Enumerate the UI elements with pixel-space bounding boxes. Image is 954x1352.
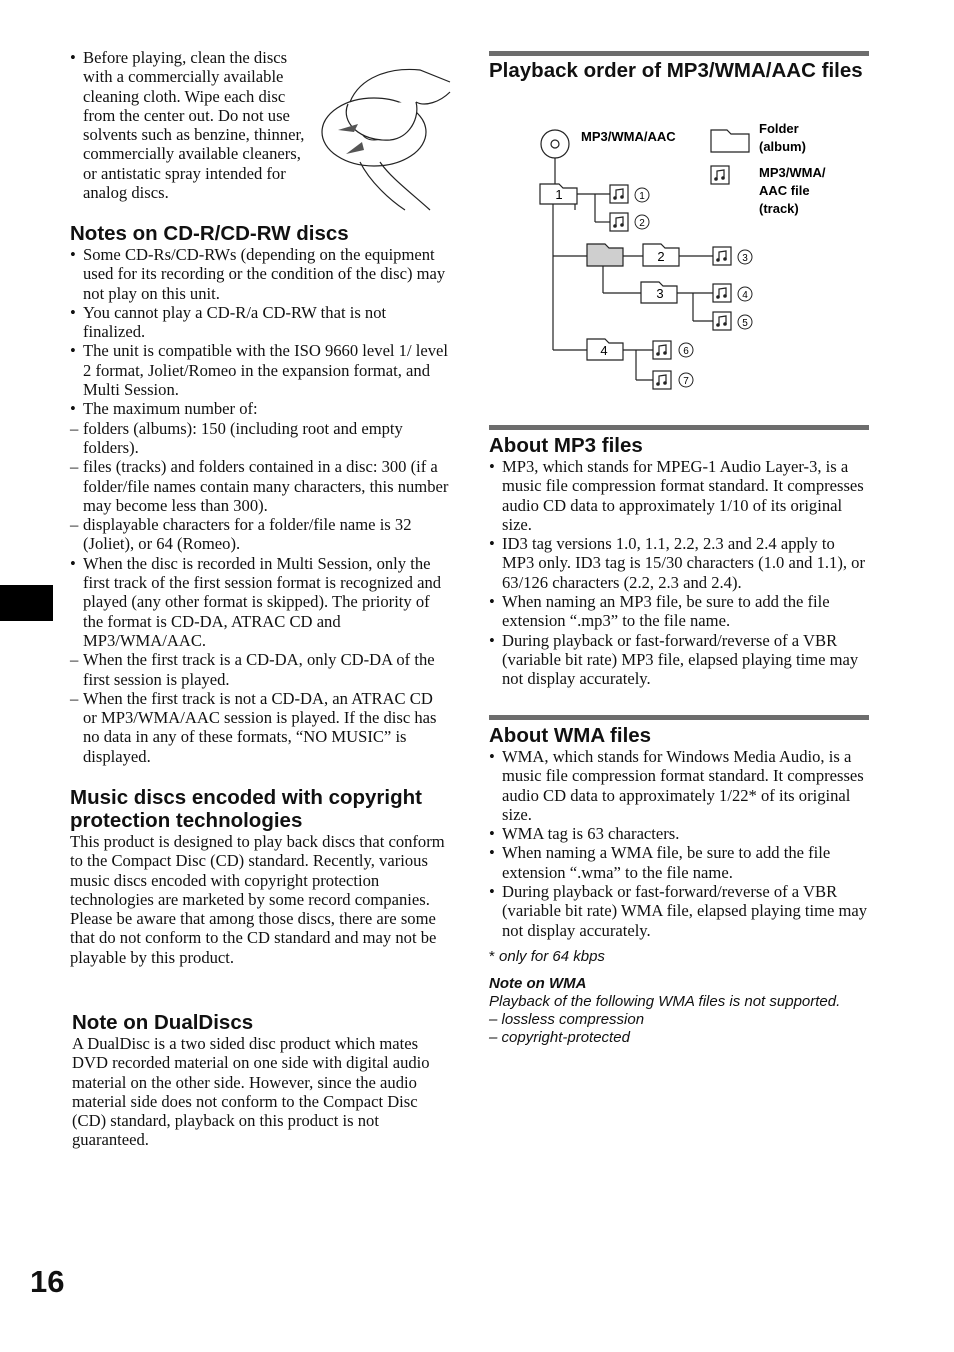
cleaning-list [70,48,315,202]
root-disc-icon [541,130,569,158]
dualdisc-section [72,1011,448,1150]
cdr-sub-5: – When the first track is not a CD-DA, an ATRAC CD or MP3/WMA/AAC session is played. If the disc has no data in any of these formats, “NO MUSIC” is displayed. [70,689,450,766]
track-4-number: 4 [742,290,748,301]
cdr-bullet-1: • Some CD-Rs/CD-RWs (depending on the equipment used for its recording or the condition of the disc) may not play on this unit. [70,245,450,303]
wma-bullet-2: • WMA tag is 63 characters. [489,824,869,843]
track-3-icon [713,247,731,265]
track-6-icon [653,341,671,359]
cdr-bullet-5-text: When the disc is recorded in Multi Session, only the first track of the first session format is recognized and played (any other format is skipped). The priority of the format is CD-DA, ATRAC CD and MP3/WMA/AAC. [83,553,442,650]
cdr-sub-3: – displayable characters for a folder/file name is 32 (Joliet), or 64 (Romeo). [70,515,450,554]
cdr-bullet-5-sublist [70,650,450,766]
cleaning-bullet: • Before playing, clean the discs with a commercially available cleaning cloth. Wipe each disc from the center out. Do not use solvents such as benzine, thinner, commercially available cleaners, or antistatic spray intended for analog discs. [70,48,315,202]
mp3-bullet-1: • MP3, which stands for MPEG-1 Audio Layer-3, is a music file compression format standard. It compresses audio CD data to approximately 1/10 of its original size. [489,457,869,534]
page-number: 16 [30,1264,65,1299]
track-1-icon [610,185,628,203]
folder-4-label: 4 [600,343,608,358]
track-7-icon [653,371,671,389]
legend-file-line3: (track) [759,201,799,216]
cleaning-section [70,48,315,202]
mp3-list [489,457,869,689]
wma-bullet-4: • During playback or fast-forward/reverse of a VBR (variable bit rate) WMA file, elapsed playing time may not display accurately. [489,882,869,940]
copyright-body: This product is designed to play back discs that conform to the Compact Disc (CD) standard. Recently, various music discs encoded with copyright protection technologies are marketed by some record companies. Please be aware that among those discs, there are some that do not conform to the CD standard and may not be playable by this product. [70,832,445,967]
note-on-wma-item-1: – lossless compression [489,1010,645,1028]
cdr-bullet-4-text: The maximum number of: [83,399,258,419]
cdr-sub-4: – When the first track is a CD-DA, only CD-DA of the first session is played. [70,650,450,689]
mp3-bullet-2: • ID3 tag versions 1.0, 1.1, 2.2, 2.3 and 2.4 apply to MP3 only. ID3 tag is 15/30 characters (1.0 and 1.1), or 63/126 characters (2.2, 2.3 and 2.4). [489,534,869,592]
wma-heading: About WMA files [489,724,652,747]
wma-bullet-3: • When naming a WMA file, be sure to add the file extension “.wma” to the file name. [489,843,869,882]
playback-section [489,51,869,82]
cdr-bullet-5 [70,554,450,766]
track-7-number: 7 [683,376,689,387]
mp3-bullet-3: • When naming an MP3 file, be sure to add the file extension “.mp3” to the file name. [489,592,869,631]
cdr-section [70,222,450,766]
legend-folder-line2: (album) [759,139,806,154]
track-5-icon [713,312,731,330]
disc-cleaning-illustration [320,62,452,212]
wma-bullet-1: • WMA, which stands for Windows Media Audio, is a music file compression format standard. It compresses audio CD data to approximately 1/22* of its original size. [489,747,869,824]
note-on-wma-title: Note on WMA [489,974,587,992]
playback-order-diagram [535,118,855,398]
legend-folder-icon [711,130,749,152]
legend-folder-line1: Folder [759,121,799,136]
note-on-wma [489,975,869,1047]
mp3-section [489,425,869,689]
wma-section [489,715,869,1047]
cdr-bullet-3: • The unit is compatible with the ISO 9660 level 1/ level 2 format, Joliet/Romeo in the expansion format, and Multi Session. [70,341,450,399]
track-1-number: 1 [639,191,645,202]
footnote-mark: * [489,947,495,965]
wma-footnote [489,948,869,966]
wma-rule [489,715,869,720]
cdr-heading: Notes on CD-R/CD-RW discs [70,222,349,245]
note-on-wma-body: Playback of the following WMA files is not supported. [489,992,841,1010]
copyright-section [70,786,450,967]
track-4-icon [713,284,731,302]
track-6-number: 6 [683,346,689,357]
legend-track-icon [711,166,729,184]
track-5-number: 5 [742,318,748,329]
section-tab-marker [0,585,53,621]
copyright-heading: Music discs encoded with copyright protection technologies [70,786,422,832]
legend-file-line1: MP3/WMA/ [759,165,826,180]
track-2-icon [610,213,628,231]
cdr-sub-1: – folders (albums): 150 (including root and empty folders). [70,419,450,458]
playback-heading: Playback order of MP3/WMA/AAC files [489,59,863,82]
diagram-root-label: MP3/WMA/AAC [581,129,676,144]
legend-file-line2: AAC file [759,183,810,198]
cdr-list [70,245,450,766]
track-3-number: 3 [742,253,748,264]
footnote-text: only for 64 kbps [499,947,605,965]
playback-rule [489,51,869,56]
track-2-number: 2 [639,218,645,229]
folder-3-label: 3 [656,286,664,301]
mp3-bullet-4: • During playback or fast-forward/reverse of a VBR (variable bit rate) MP3 file, elapsed playing time may not display accurately. [489,631,869,689]
folder-2-label: 2 [657,249,665,264]
cdr-bullet-4-sublist [70,419,450,554]
unnumbered-folder-icon [587,244,623,266]
cdr-bullet-2: • You cannot play a CD-R/a CD-RW that is not finalized. [70,303,450,342]
folder-1-label: 1 [555,187,563,202]
mp3-heading: About MP3 files [489,434,643,457]
cdr-bullet-4 [70,399,450,553]
mp3-rule [489,425,869,430]
dualdisc-body: A DualDisc is a two sided disc product which mates DVD recorded material on one side with digital audio material on the other side. However, since the audio material side does not conform to the Compact Disc (CD) standard, playback on this product is not guaranteed. [72,1034,430,1150]
dualdisc-heading: Note on DualDiscs [72,1011,254,1034]
note-on-wma-item-2: – copyright-protected [489,1028,630,1046]
wma-list [489,747,869,940]
cdr-sub-2: – files (tracks) and folders contained in a disc: 300 (if a folder/file names contain many characters, this number may become less than 300). [70,457,450,515]
